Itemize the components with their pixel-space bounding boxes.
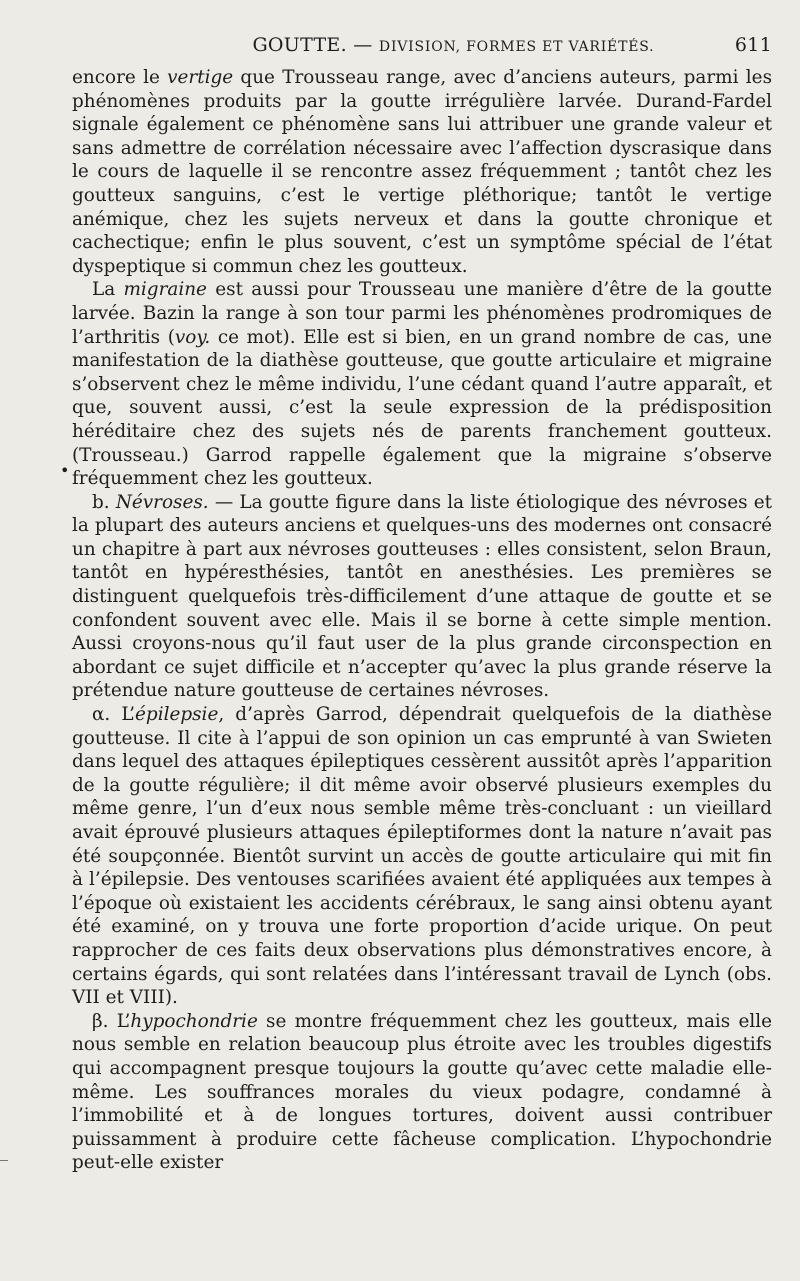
- paragraph: [72, 1010, 772, 1175]
- page-edge-mark: [0, 1160, 8, 1161]
- margin-mark: •: [60, 461, 70, 480]
- running-head: [72, 32, 772, 60]
- italic-term: épilepsie: [135, 704, 219, 726]
- running-head-title: [72, 32, 735, 60]
- text-run: β. L’: [92, 1010, 131, 1032]
- italic-term: migraine: [123, 279, 207, 301]
- paragraph: [72, 66, 772, 278]
- italic-term: Névroses.: [115, 491, 209, 513]
- text-run: que Trousseau range, avec d’anciens auteurs, parmi les phénomènes produits par la goutte irrégulière larvée. Durand-Fardel signale également ce phénomène sans lui attribuer une grande valeur et sans admettre de corrélation nécessaire avec l’affection dyscrasique dans le cours de laquelle il se rencontre assez fréquemment ; tantôt chez les goutteux sanguins, c’est le vertige pléthorique; tantôt le vertige anémique, chez les sujets nerveux et dans la goutte chronique et cachectique; enfin le plus souvent, c’est un symptôme spécial de l’état dyspeptique si commun chez les goutteux.: [72, 67, 773, 277]
- page-number: 611: [734, 34, 772, 56]
- text-run: La: [92, 279, 124, 301]
- italic-term: voy.: [174, 326, 211, 348]
- italic-term: vertige: [167, 67, 234, 88]
- paragraph: [72, 278, 772, 490]
- text-run: , d’après Garrod, dépendrait quelquefois de la diathèse goutteuse. Il cite à l’appui de son opinion un cas emprunté à van Swieten dans lequel des attaques épileptiques cessèrent aussitôt après l’apparition de la goutte régulière; il dit même avoir observé plusieurs exemples du même genre, l’un d’eux nous semble même très-concluant : un vieillard avait éprouvé plusieurs attaques épileptiformes dont la nature n’avait pas été soupçonnée. Bientôt survint un accès de goutte articulaire qui mit fin à l’épilepsie. Des ventouses scarifiées avaient été appliquées aux tempes à l’époque où existaient les accidents cérébraux, le sang ainsi obtenu ayant été examiné, on y trouva une forte proportion d’acide urique. On peut rapprocher de ces faits deux observations plus démonstratives encore, à certains égards, qui sont relatées dans l’intéressant travail de Lynch (obs. VII et VIII).: [72, 704, 773, 1009]
- body-text: [72, 66, 772, 1175]
- text-run: b.: [92, 491, 116, 513]
- paragraph: [72, 491, 772, 703]
- text-run: est aussi pour Trousseau une manière d’être de la goutte larvée. Bazin la range à son tour parmi les phénomènes prodromiques de l’arthritis (: [72, 279, 772, 348]
- running-head-subtitle: DIVISION, FORMES ET VARIÉTÉS.: [378, 39, 655, 55]
- text-run: ce mot). Elle est si bien, en un grand nombre de cas, une manifestation de la diathèse goutteuse, que goutte articulaire et migraine s’observent chez le même individu, l’une cédant quand l’autre apparaît, et que, souvent aussi, c’est la seule expression de la prédisposition héréditaire chez des sujets nés de parents franchement goutteux. (Trousseau.) Garrod rappelle également que la migraine s’observe fréquemment chez les goutteux.: [72, 326, 773, 490]
- text-run: α. L’: [92, 704, 136, 726]
- text-run: encore le: [72, 67, 168, 88]
- text-run: — La goutte figure dans la liste étiologique des névroses et la plupart des auteurs anciens et quelques-uns des modernes ont consacré un chapitre à part aux névroses goutteuses : elles consistent, selon Braun, tantôt en hypéresthésies, tantôt en anesthésies. Les premières se distinguent quelquefois très-difficilement d’une attaque de goutte et se confondent souvent avec elle. Mais il se borne à cette simple mention. Aussi croyons-nous qu’il faut user de la plus grande circonspection en abordant ce sujet difficile et n’accepter qu’avec la plus grande réserve la prétendue nature goutteuse de certaines névroses.: [72, 491, 772, 702]
- paragraph: [72, 703, 772, 1010]
- running-head-main: GOUTTE. —: [252, 34, 373, 56]
- text-run: se montre fréquemment chez les goutteux, mais elle nous semble en relation beaucoup plus étroite avec les troubles digestifs qui accompagnent presque toujours la goutte qu’avec cette maladie elle-même. Les souffrances morales du vieux podagre, condamné à l’immobilité et à de longues tortures, doivent aussi contribuer puissamment à produire cette fâcheuse complication. L’hypochondrie peut-elle exister: [72, 1010, 772, 1174]
- italic-term: hypochondrie: [130, 1010, 258, 1032]
